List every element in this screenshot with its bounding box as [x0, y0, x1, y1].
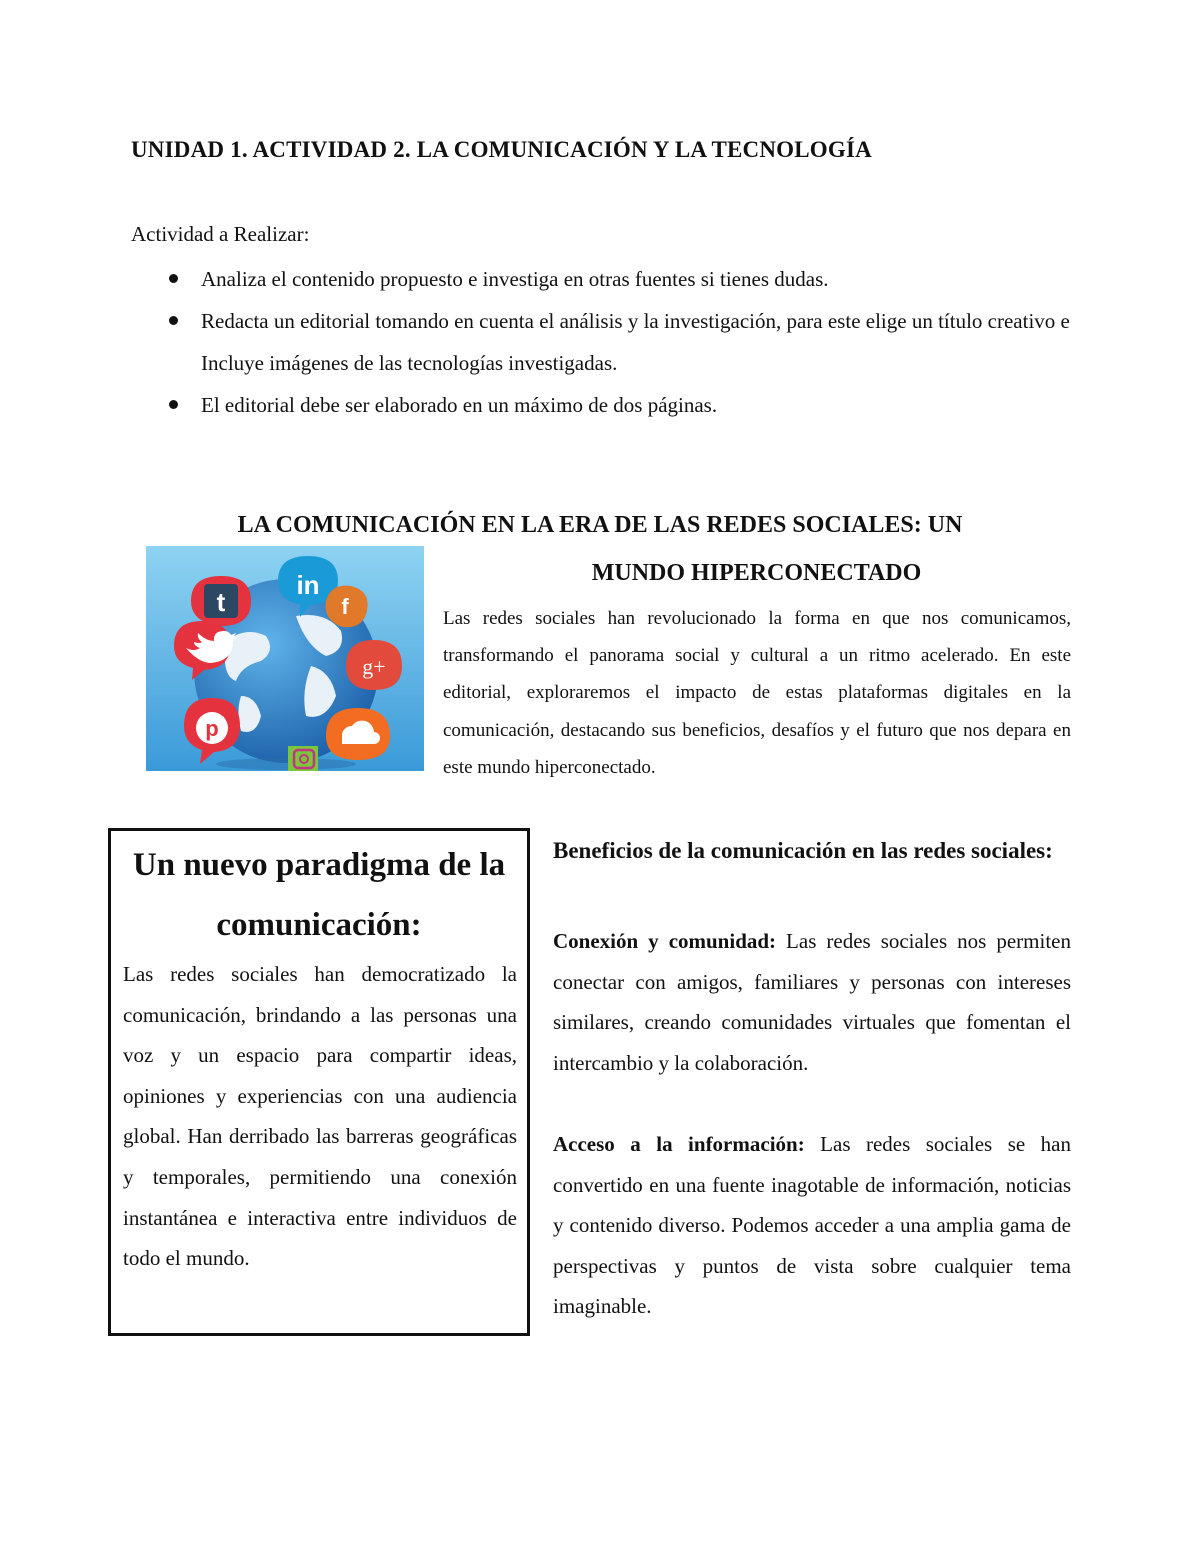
task-text: Analiza el contenido propuesto e investiga en otras fuentes si tienes dudas.	[201, 267, 829, 291]
benefit-text: Las redes sociales se han convertido en una fuente inagotable de información, noticias y contenido diverso. Podemos acceder a una amplia gama de perspectivas y puntos de vista sobre cualquier tema imaginable.	[553, 1132, 1071, 1319]
editorial-intro: Las redes sociales han revolucionado la forma en que nos comunicamos, transformando el panorama social y cultural a un ritmo acelerado. En este editorial, exploraremos el impacto de estas plataformas digitales en la comunicación, destacando sus beneficios, desafíos y el futuro que nos depara en este mundo hiperconectado.	[443, 608, 1071, 778]
task-text: El editorial debe ser elaborado en un máximo de dos páginas.	[201, 393, 718, 417]
benefit-label: Acceso a la información:	[553, 1132, 805, 1156]
activity-label: Actividad a Realizar:	[131, 222, 310, 246]
svg-text:p: p	[205, 716, 219, 741]
benefit-text: Las redes sociales nos permiten conectar con amigos, familiares y personas con intereses similares, creando comunidades virtuales que fomentan el intercambio y la colaboración.	[553, 929, 1071, 1075]
social-media-globe-image	[146, 546, 424, 771]
google-plus-icon	[346, 640, 402, 690]
list-item	[163, 258, 1083, 300]
list-item	[163, 300, 1083, 384]
editorial-title: LA COMUNICACIÓN EN LA ERA DE LAS REDES SOCIALES: UN	[237, 512, 963, 538]
benefit-information	[553, 1124, 1071, 1327]
task-list	[163, 258, 1083, 426]
svg-text:g+: g+	[362, 654, 386, 679]
instagram-icon	[288, 746, 318, 771]
task-text: Redacta un editorial tomando en cuenta el análisis y la investigación, para este elige un título creativo e Incluye imágenes de las tecnologías investigadas.	[201, 309, 1070, 375]
soundcloud-icon	[326, 708, 390, 760]
svg-text:in: in	[296, 570, 320, 600]
paradigm-title: Un nuevo paradigma de la comunicación:	[132, 847, 506, 943]
benefits-title: Beneficios de la comunicación en las redes sociales:	[553, 838, 1053, 863]
list-item	[163, 384, 1083, 426]
editorial-title-continued: MUNDO HIPERCONECTADO	[591, 560, 922, 586]
bullet-icon	[169, 316, 178, 325]
benefit-connection	[553, 921, 1071, 1083]
unit-title: UNIDAD 1. ACTIVIDAD 2. LA COMUNICACIÓN Y LA TECNOLOGÍA	[131, 137, 872, 162]
benefit-label: Conexión y comunidad:	[553, 929, 777, 953]
facebook-icon	[326, 586, 368, 628]
svg-text:f: f	[341, 594, 349, 619]
bullet-icon	[169, 400, 178, 409]
bullet-icon	[169, 274, 178, 283]
paradigm-text: Las redes sociales han democratizado la comunicación, brindando a las personas una voz y un espacio para compartir ideas, opiniones y experiencias con una audiencia global. Han derribado las barreras geográficas y temporales, permitiendo una conexión instantánea e interactiva entre individuos de todo el mundo.	[123, 962, 517, 1271]
svg-text:t: t	[216, 587, 226, 617]
